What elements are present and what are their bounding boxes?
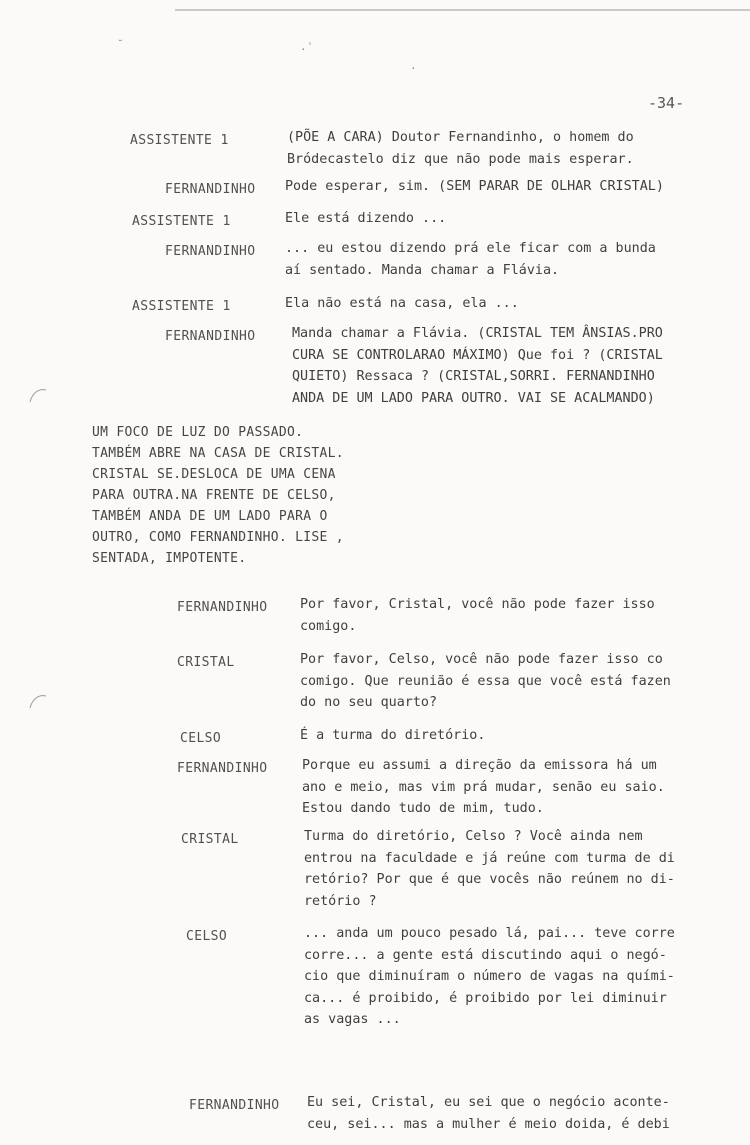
margin-mark	[26, 386, 50, 406]
dialogue-line: Eu sei, Cristal, eu sei que o negócio aconte- ceu, sei... mas a mulher é meio doida, é debi	[307, 1095, 670, 1132]
dialogue-line: Ela não está na casa, ela ...	[285, 296, 519, 311]
speaker-name: FERNANDINHO	[189, 1098, 280, 1113]
scan-speck: ·	[410, 62, 417, 75]
scan-edge-line	[175, 9, 750, 11]
speaker-name: CELSO	[186, 929, 228, 944]
dialogue-line: ... eu estou dizendo prá ele ficar com a bunda aí sentado. Manda chamar a Flávia.	[285, 241, 656, 278]
speaker-name: FERNANDINHO	[177, 600, 268, 615]
speaker-name: ASSISTENTE 1	[130, 133, 229, 148]
dialogue-line: Ele está dizendo ...	[285, 211, 447, 226]
margin-mark	[26, 692, 50, 712]
speaker-name: FERNANDINHO	[165, 244, 256, 259]
speaker-name: CRISTAL	[181, 832, 239, 847]
dialogue-line: ... anda um pouco pesado lá, pai... teve corre corre... a gente está discutindo aqui o negó- cio que diminuíram o número de vagas na quími- ca... é proibido, é proibido por lei diminuir as vagas ...	[304, 926, 675, 1027]
dialogue-line: Porque eu assumi a direção da emissora há um ano e meio, mas vim prá mudar, senão eu saio. Estou dando tudo de mim, tudo.	[302, 758, 665, 816]
speaker-name: FERNANDINHO	[165, 182, 256, 197]
dialogue-line: Turma do diretório, Celso ? Você ainda nem entrou na faculdade e já reúne com turma de di retório? Por que é que vocês não reúnem no di- retório ?	[304, 829, 675, 909]
speaker-name: CRISTAL	[177, 655, 235, 670]
dialogue-line: Por favor, Celso, você não pode fazer isso co comigo. Que reunião é essa que você está fazen do no seu quarto?	[300, 652, 671, 710]
speaker-name: ASSISTENTE 1	[132, 299, 231, 314]
page-number: -34-	[648, 94, 685, 112]
scan-speck: ˘	[117, 38, 124, 51]
speaker-name: FERNANDINHO	[165, 329, 256, 344]
dialogue-line: Pode esperar, sim. (SEM PARAR DE OLHAR CRISTAL)	[285, 179, 664, 194]
dialogue-line: (PÕE A CARA) Doutor Fernandinho, o homem do Bródecastelo diz que não pode mais esperar.	[287, 130, 634, 167]
dialogue-line: Manda chamar a Flávia. (CRISTAL TEM ÂNSIAS.PRO CURA SE CONTROLARAO MÁXIMO) Que foi ? (CRISTAL QUIETO) Ressaca ? (CRISTAL,SORRI. FERNANDINHO ANDA DE UM LADO PARA OUTRO. VAI SE ACALMANDO)	[292, 326, 663, 406]
scan-speck: .ˈ	[300, 40, 314, 53]
speaker-name: ASSISTENTE 1	[132, 214, 231, 229]
dialogue-line: Por favor, Cristal, você não pode fazer isso comigo.	[300, 597, 655, 634]
dialogue-line: É a turma do diretório.	[300, 728, 486, 743]
speaker-name: FERNANDINHO	[177, 761, 268, 776]
speaker-name: CELSO	[180, 731, 222, 746]
stage-direction: UM FOCO DE LUZ DO PASSADO. TAMBÉM ABRE NA CASA DE CRISTAL. CRISTAL SE.DESLOCA DE UMA CENA PARA OUTRA.NA FRENTE DE CELSO, TAMBÉM ANDA DE UM LADO PARA O OUTRO, COMO FERNANDINHO. LISE , SENTADA, IMPOTENTE.	[92, 425, 344, 566]
